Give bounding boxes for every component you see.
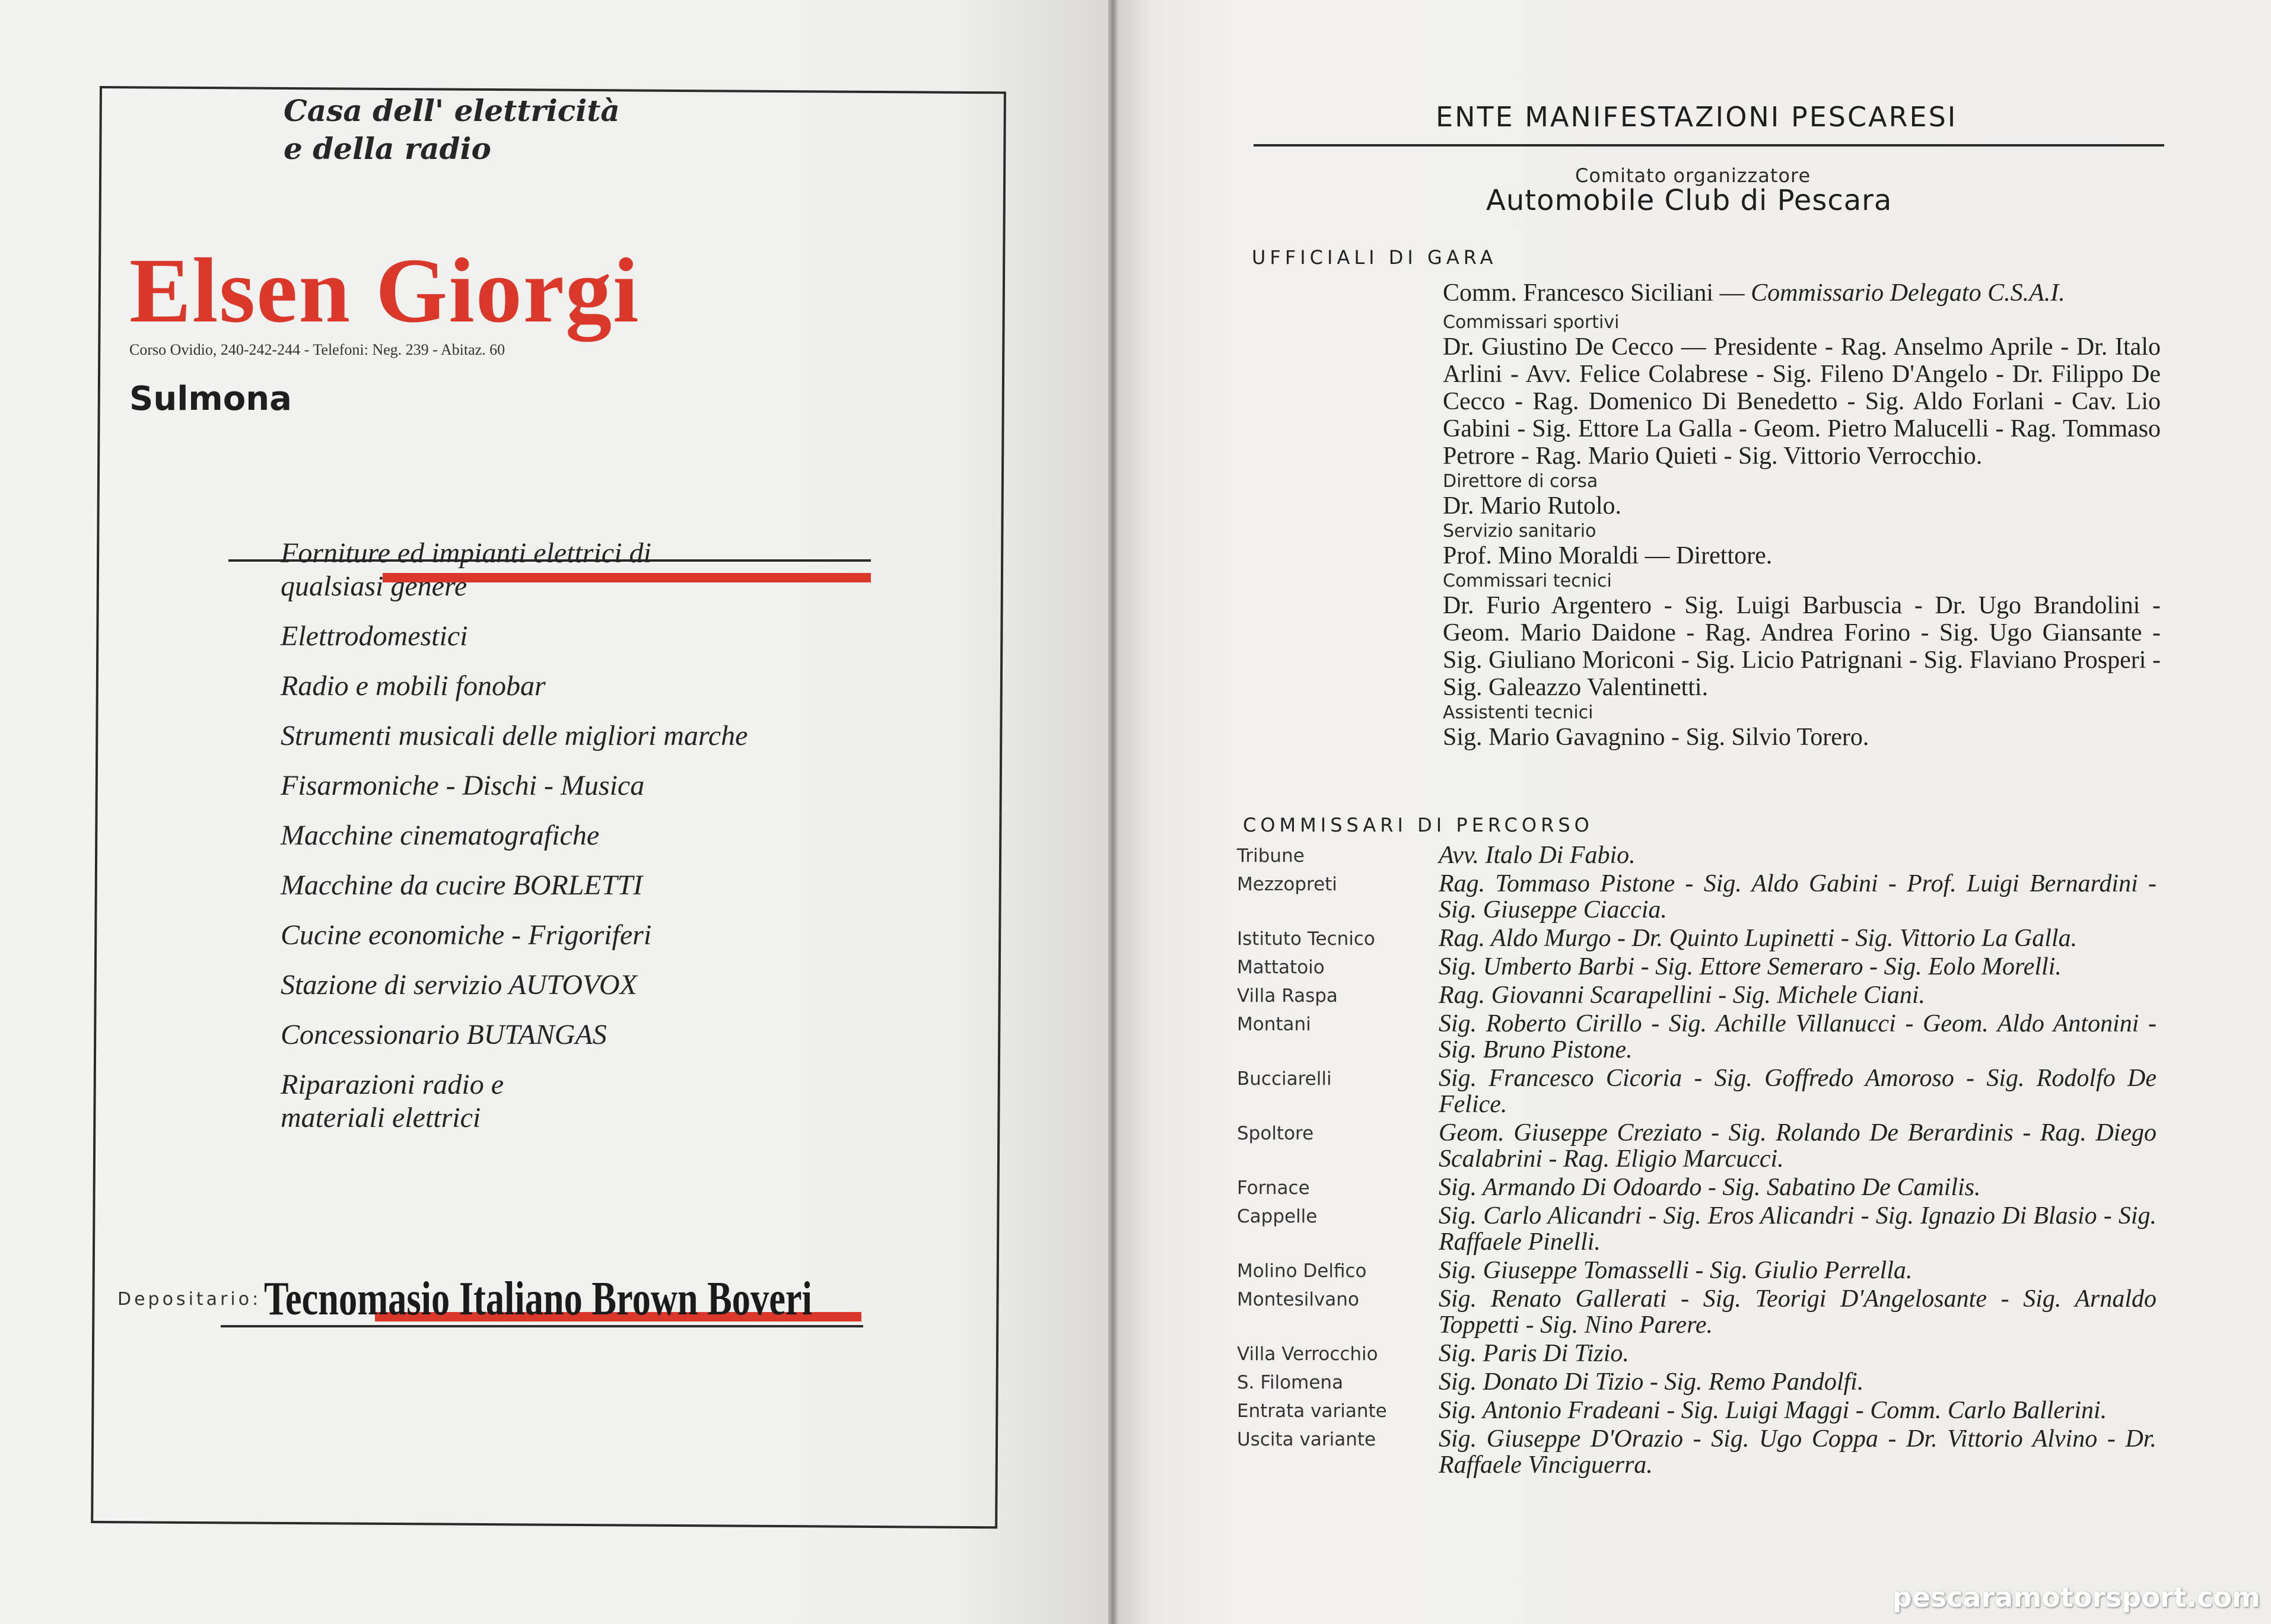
zone-stewards: Sig. Roberto Cirillo - Sig. Achille Villanucci - Geom. Aldo Antonini - Sig. Bruno Pistone.	[1439, 1010, 2157, 1063]
title-rule	[1254, 144, 2164, 147]
zone-name: Montani	[1237, 1014, 1311, 1035]
brand-name: Elsen Giorgi	[129, 239, 640, 342]
store-address: Corso Ovidio, 240-242-244 - Telefoni: Neg. 239 - Abitaz. 60	[129, 341, 505, 358]
table-row	[1237, 1369, 2157, 1397]
zone-name: Tribune	[1237, 845, 1305, 867]
zone-stewards: Sig. Renato Gallerati - Sig. Teorigi D'Angelosante - Sig. Arnaldo Toppetti - Sig. Nino Parere.	[1439, 1285, 2157, 1339]
product-item: Forniture ed impianti elettrici di qualsiasi genere	[281, 537, 651, 602]
delegate-line	[1443, 279, 2161, 307]
zone-name: Istituto Tecnico	[1237, 928, 1375, 950]
table-row	[1237, 1286, 2157, 1340]
route-stewards-heading: COMMISSARI DI PERCORSO	[1243, 814, 1593, 836]
page-title: ENTE MANIFESTAZIONI PESCARESI	[1436, 101, 1958, 133]
group-names: Dr. Mario Rutolo.	[1443, 492, 1621, 520]
table-row	[1237, 842, 2157, 871]
product-item: Strumenti musicali delle migliori marche	[281, 720, 748, 752]
store-city: Sulmona	[129, 380, 292, 418]
zone-name: Bucciarelli	[1237, 1068, 1332, 1090]
zone-stewards: Avv. Italo Di Fabio.	[1439, 842, 1636, 869]
zone-stewards: Sig. Umberto Barbi - Sig. Ettore Semeraro - Sig. Eolo Morelli.	[1439, 953, 2062, 980]
zone-name: Villa Verrocchio	[1237, 1343, 1378, 1365]
zone-stewards: Sig. Paris Di Tizio.	[1439, 1340, 1629, 1367]
zone-stewards: Sig. Carlo Alicandri - Sig. Eros Alicandri - Sig. Ignazio Di Blasio - Sig. Raffaele Pinelli.	[1439, 1202, 2157, 1256]
zone-name: Mezzopreti	[1237, 874, 1337, 895]
table-row	[1237, 1174, 2157, 1203]
zone-stewards: Geom. Giuseppe Creziato - Sig. Rolando De Berardinis - Rag. Diego Scalabrini - Rag. Eligio Marcucci.	[1439, 1119, 2157, 1173]
table-row	[1237, 982, 2157, 1011]
zone-stewards: Sig. Giuseppe Tomasselli - Sig. Giulio Perrella.	[1439, 1257, 1913, 1284]
product-item: Stazione di servizio AUTOVOX	[281, 969, 637, 1001]
zone-name: Cappelle	[1237, 1206, 1318, 1227]
depositor-line	[117, 1272, 967, 1326]
zone-stewards: Rag. Aldo Murgo - Dr. Quinto Lupinetti - Sig. Vittorio La Galla.	[1439, 925, 2078, 952]
group-title: Assistenti tecnici	[1443, 702, 1593, 723]
committee-club: Automobile Club di Pescara	[1486, 184, 1892, 217]
group-names: Sig. Mario Gavagnino - Sig. Silvio Torero.	[1443, 724, 1869, 751]
book-gutter	[1108, 0, 1118, 1624]
delegate-name: Comm. Francesco Siciliani —	[1443, 279, 1745, 307]
group-title: Servizio sanitario	[1443, 521, 1596, 542]
committee-label: Comitato organizzatore	[1575, 164, 1811, 187]
table-row	[1237, 871, 2157, 925]
table-row	[1237, 1120, 2157, 1174]
depositor-label: Depositario:	[117, 1289, 262, 1310]
slogan-line: e della radio	[284, 131, 491, 166]
group-names: Dr. Giustino De Cecco — Presidente - Rag. Anselmo Aprile - Dr. Italo Arlini - Avv. Felice Colabrese - Sig. Fileno D'Angelo - Dr. Filippo De Cecco - Rag. Domenico Di Benedetto - Sig. Aldo Forlani - Cav. Lio Gabini - Sig. Ettore La Galla - Geom. Pietro Malucelli - Rag. Tommaso Petrore - Rag. Mario Quieti - Sig. Vittorio Verrocchio.	[1443, 333, 2161, 470]
zone-stewards: Sig. Armando Di Odoardo - Sig. Sabatino De Camilis.	[1439, 1174, 1981, 1201]
site-watermark: pescaramotorsport.com	[1892, 1581, 2260, 1613]
product-item: Elettrodomestici	[281, 620, 468, 652]
product-item: Fisarmoniche - Dischi - Musica	[281, 770, 645, 801]
left-page	[0, 0, 1112, 1624]
zone-stewards: Rag. Giovanni Scarapellini - Sig. Michele Ciani.	[1439, 982, 1926, 1009]
product-item: Cucine economiche - Frigoriferi	[281, 919, 652, 951]
zone-stewards: Sig. Francesco Cicoria - Sig. Goffredo Amoroso - Sig. Rodolfo De Felice.	[1439, 1065, 2157, 1118]
zone-name: Molino Delfico	[1237, 1260, 1367, 1282]
zone-name: Uscita variante	[1237, 1429, 1376, 1450]
product-item: Macchine cinematografiche	[281, 820, 600, 851]
product-item: Radio e mobili fonobar	[281, 670, 546, 702]
product-list	[281, 537, 815, 1151]
depositor-name: Tecnomasio Italiano Brown Boveri	[264, 1273, 813, 1325]
zone-name: Montesilvano	[1237, 1289, 1359, 1310]
group-title: Commissari tecnici	[1443, 571, 1612, 591]
zone-name: Fornace	[1237, 1177, 1310, 1199]
product-item: Macchine da cucire BORLETTI	[281, 870, 643, 901]
group-names: Dr. Furio Argentero - Sig. Luigi Barbuscia - Dr. Ugo Brandolini - Geom. Mario Daidone - Rag. Andrea Forino - Sig. Ugo Giansante - Sig. Giuliano Moriconi - Sig. Licio Patrignani - Sig. Flaviano Prosperi - Sig. Galeazzo Valentinetti.	[1443, 592, 2161, 701]
table-row	[1237, 1065, 2157, 1120]
zone-name: S. Filomena	[1237, 1372, 1344, 1393]
delegate-role: Commissario Delegato C.S.A.I.	[1751, 279, 2065, 307]
zone-stewards: Sig. Giuseppe D'Orazio - Sig. Ugo Coppa - Dr. Vittorio Alvino - Dr. Raffaele Vinciguerra.	[1439, 1425, 2157, 1479]
slogan-line: Casa dell' elettricità	[284, 93, 620, 128]
advertisement-slogan	[284, 92, 620, 168]
zone-stewards: Rag. Tommaso Pistone - Sig. Aldo Gabini - Prof. Luigi Bernardini - Sig. Giuseppe Ciaccia.	[1439, 870, 2157, 924]
table-row	[1237, 1397, 2157, 1426]
group-title: Direttore di corsa	[1443, 471, 1598, 492]
product-item: Concessionario BUTANGAS	[281, 1019, 607, 1050]
table-row	[1237, 1426, 2157, 1480]
table-row	[1237, 925, 2157, 954]
group-title: Commissari sportivi	[1443, 312, 1620, 333]
zone-name: Villa Raspa	[1237, 985, 1338, 1007]
table-row	[1237, 1257, 2157, 1286]
group-names: Prof. Mino Moraldi — Direttore.	[1443, 542, 1773, 569]
zone-name: Spoltore	[1237, 1123, 1314, 1144]
zone-stewards: Sig. Antonio Fradeani - Sig. Luigi Maggi - Comm. Carlo Ballerini.	[1439, 1397, 2107, 1424]
product-item: Riparazioni radio e materiali elettrici	[281, 1069, 504, 1133]
table-row	[1237, 1011, 2157, 1065]
table-row	[1237, 1203, 2157, 1257]
zone-name: Entrata variante	[1237, 1400, 1387, 1422]
zone-name: Mattatoio	[1237, 957, 1325, 978]
officials-heading: UFFICIALI DI GARA	[1252, 246, 1497, 269]
officials-section	[1443, 279, 2161, 751]
zone-stewards: Sig. Donato Di Tizio - Sig. Remo Pandolfi.	[1439, 1368, 1864, 1396]
table-row	[1237, 1340, 2157, 1369]
table-row	[1237, 954, 2157, 982]
route-stewards-table	[1237, 842, 2157, 1480]
